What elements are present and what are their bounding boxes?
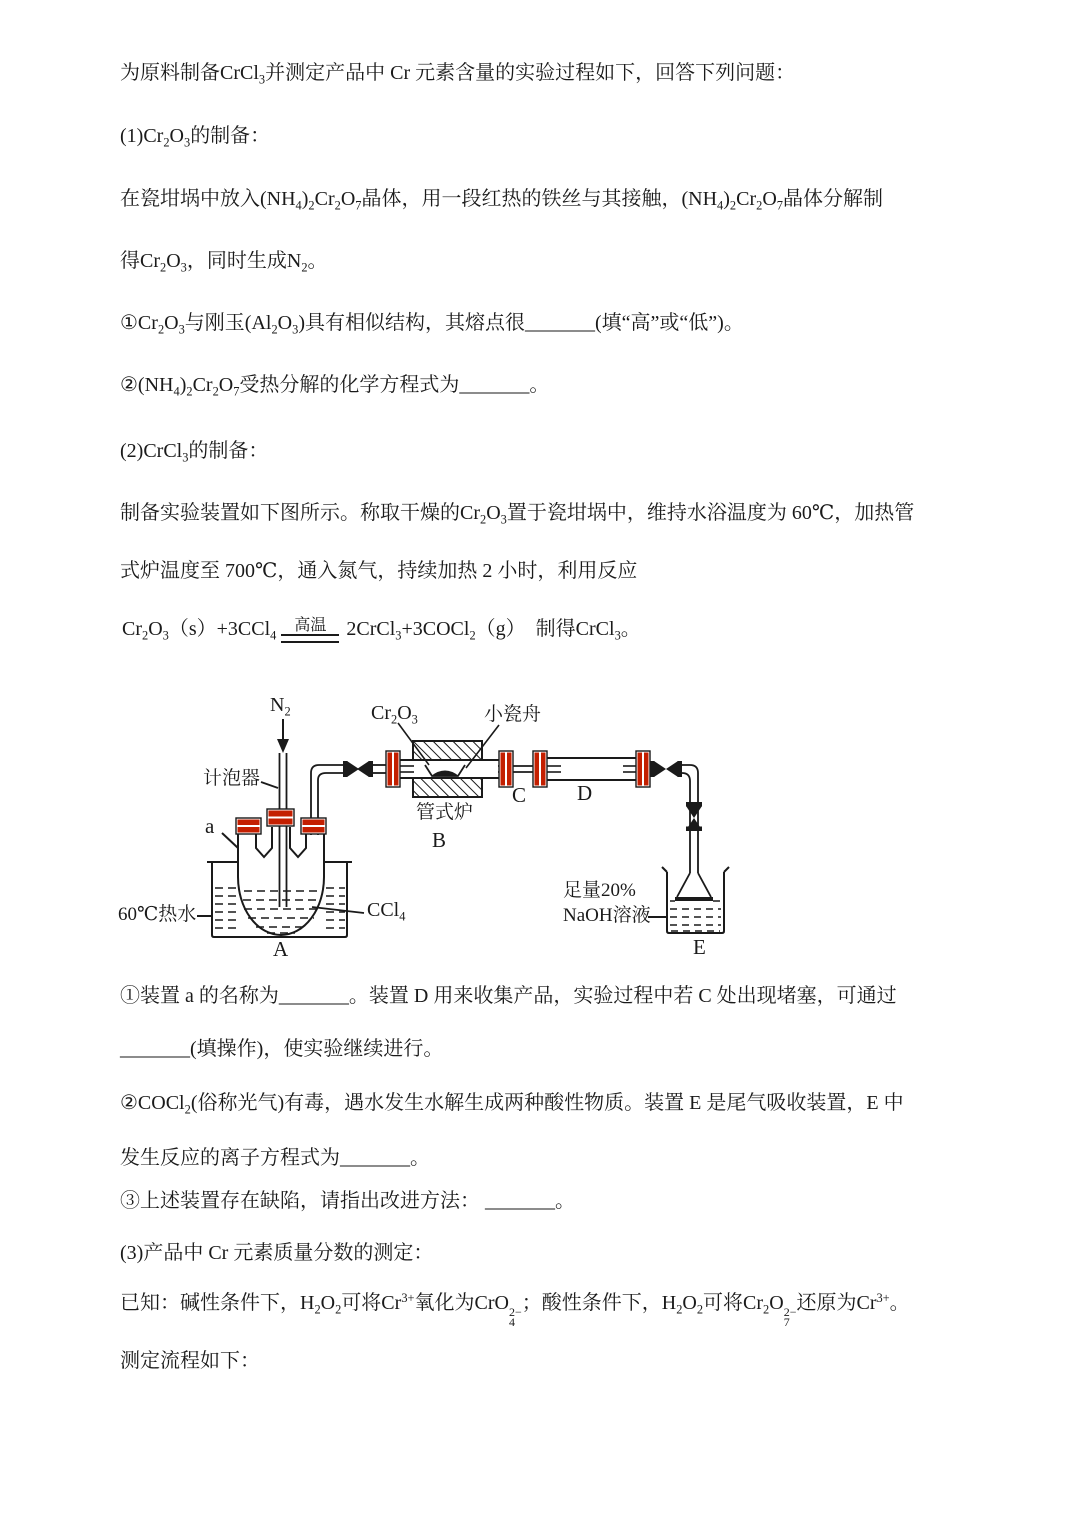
q1-sub2: $②(NH_4)_2Cr_2O_7$受热分解的化学方程式为_______。 bbox=[120, 374, 550, 399]
q1-body-line2: 得$Cr_2O_3$，同时生成$N_2$。 bbox=[120, 250, 328, 275]
beaker-e-letter: E bbox=[693, 935, 706, 959]
q2-sub3: ③上述装置存在缺陷，请指出改进方法： _______。 bbox=[120, 1190, 575, 1212]
hot-water-label: 60℃热水 bbox=[118, 904, 197, 925]
gas-outlet-tube bbox=[650, 765, 698, 873]
q1-heading: $(1)Cr_2O_3$的制备： bbox=[120, 125, 271, 150]
nitrogen-arrow bbox=[277, 719, 289, 753]
inverted-funnel bbox=[675, 873, 713, 899]
stopper-middle-neck bbox=[267, 809, 294, 826]
boat-label: 小瓷舟 bbox=[484, 704, 542, 725]
three-neck-flask bbox=[222, 827, 324, 935]
q2-sub2-line2: 发生反应的离子方程式为_______。 bbox=[120, 1147, 430, 1169]
equation-lhs: $Cr_2O_3(s)+3CCl_4$ bbox=[122, 618, 277, 643]
collector-d-letter: D bbox=[577, 781, 593, 805]
q2-body-line2: 式炉温度至 700℃，通入氮气，持续加热 2 小时，利用反应 bbox=[120, 560, 638, 582]
paragraph-intro: 为原料制备CrCl$_3$并测定产品中 Cr 元素含量的实验过程如下，回答下列问题： bbox=[120, 62, 796, 87]
stopper-d-left bbox=[533, 751, 547, 787]
flask-a-letter: A bbox=[273, 937, 289, 961]
apparatus-drawing bbox=[0, 685, 1080, 975]
bubble-counter-tube bbox=[261, 753, 287, 907]
naoh-water-dashes bbox=[670, 901, 721, 931]
equation-rhs: 2CrCl$_3$+3COCl$_2$（g） bbox=[346, 618, 526, 643]
q2-sub2-line1: ②COCl$_2$(俗称光气)有毒，遇水发生水解生成两种酸性物质。装置 E 是尾气吸收装置，E 中 bbox=[120, 1092, 904, 1117]
cr2o3-label: $Cr_2O_3$ bbox=[371, 702, 418, 727]
q3-known-info: 已知：碱性条件下，$H_2O_2$可将$Cr^{3+}$氧化为CrO 2− 4 ；酸性条件下，$H_2O_2$可将$Cr_2O$ 2− 7 还原为$Cr^{3+}$。 bbox=[120, 1291, 910, 1329]
tube-furnace bbox=[399, 741, 512, 797]
stopper-furnace-left bbox=[386, 751, 400, 787]
q2-heading: (2)CrCl$_3$的制备： bbox=[120, 440, 269, 465]
condition-text: 高温 bbox=[294, 616, 327, 634]
collection-tube-d bbox=[547, 758, 637, 780]
bubbler-label: 计泡器 bbox=[203, 768, 261, 789]
reaction-equation bbox=[122, 612, 641, 643]
stopper-right-neck bbox=[301, 818, 326, 834]
furnace-label: 管式炉 bbox=[416, 802, 474, 823]
ccl4-label: CCl$_4$ bbox=[367, 899, 406, 924]
q2-sub1-line1: ①装置 a 的名称为_______。装置 D 用来收集产品，实验过程中若 C 处出现堵塞，可通过 bbox=[120, 985, 897, 1007]
equation-tail: 制得CrCl$_3$。 bbox=[535, 618, 641, 643]
joint-tube-c bbox=[512, 766, 535, 772]
ccl4-liquid-dashes bbox=[243, 891, 319, 933]
rubber-connector-left bbox=[343, 761, 373, 777]
joint-c-letter: C bbox=[512, 783, 527, 807]
n2-label: $N_2$ bbox=[270, 694, 291, 719]
a-label: a bbox=[205, 814, 215, 838]
equation-condition bbox=[281, 618, 339, 644]
q2-body-line1: 制备实验装置如下图所示。称取干燥的$Cr_2O_3$置于瓷坩埚中，维持水浴温度为 60℃，加热管 bbox=[120, 502, 915, 527]
q3-heading: (3)产品中 Cr 元素质量分数的测定： bbox=[120, 1242, 434, 1264]
q1-sub1: $①Cr_2O_3$与刚玉$(Al_2O_3)$具有相似结构，其熔点很_______(填“高”或“低”)。 bbox=[120, 312, 744, 337]
rubber-connector-vertical bbox=[686, 802, 702, 831]
stopper-furnace-right bbox=[499, 751, 513, 787]
apparatus-diagram bbox=[0, 685, 1080, 975]
stopper-left-neck bbox=[236, 818, 261, 834]
furnace-b-letter: B bbox=[432, 828, 447, 852]
naoh-label-line2: NaOH溶液 bbox=[563, 905, 651, 926]
naoh-label-line1: 足量20% bbox=[563, 880, 636, 901]
double-bar bbox=[281, 634, 339, 643]
q2-sub1-line2: _______(填操作)，使实验继续进行。 bbox=[120, 1038, 444, 1060]
q1-body-line1: 在瓷坩埚中放入$(NH_4)_2Cr_2O_7$晶体，用一段红热的铁丝与其接触，$(NH_4)_2Cr_2O_7$晶体分解制 bbox=[120, 188, 883, 213]
rubber-connector-right bbox=[650, 761, 682, 777]
ccl4-leader-line bbox=[312, 907, 364, 913]
q3-flow-intro: 测定流程如下： bbox=[120, 1350, 260, 1372]
stopper-d-right bbox=[636, 751, 650, 787]
